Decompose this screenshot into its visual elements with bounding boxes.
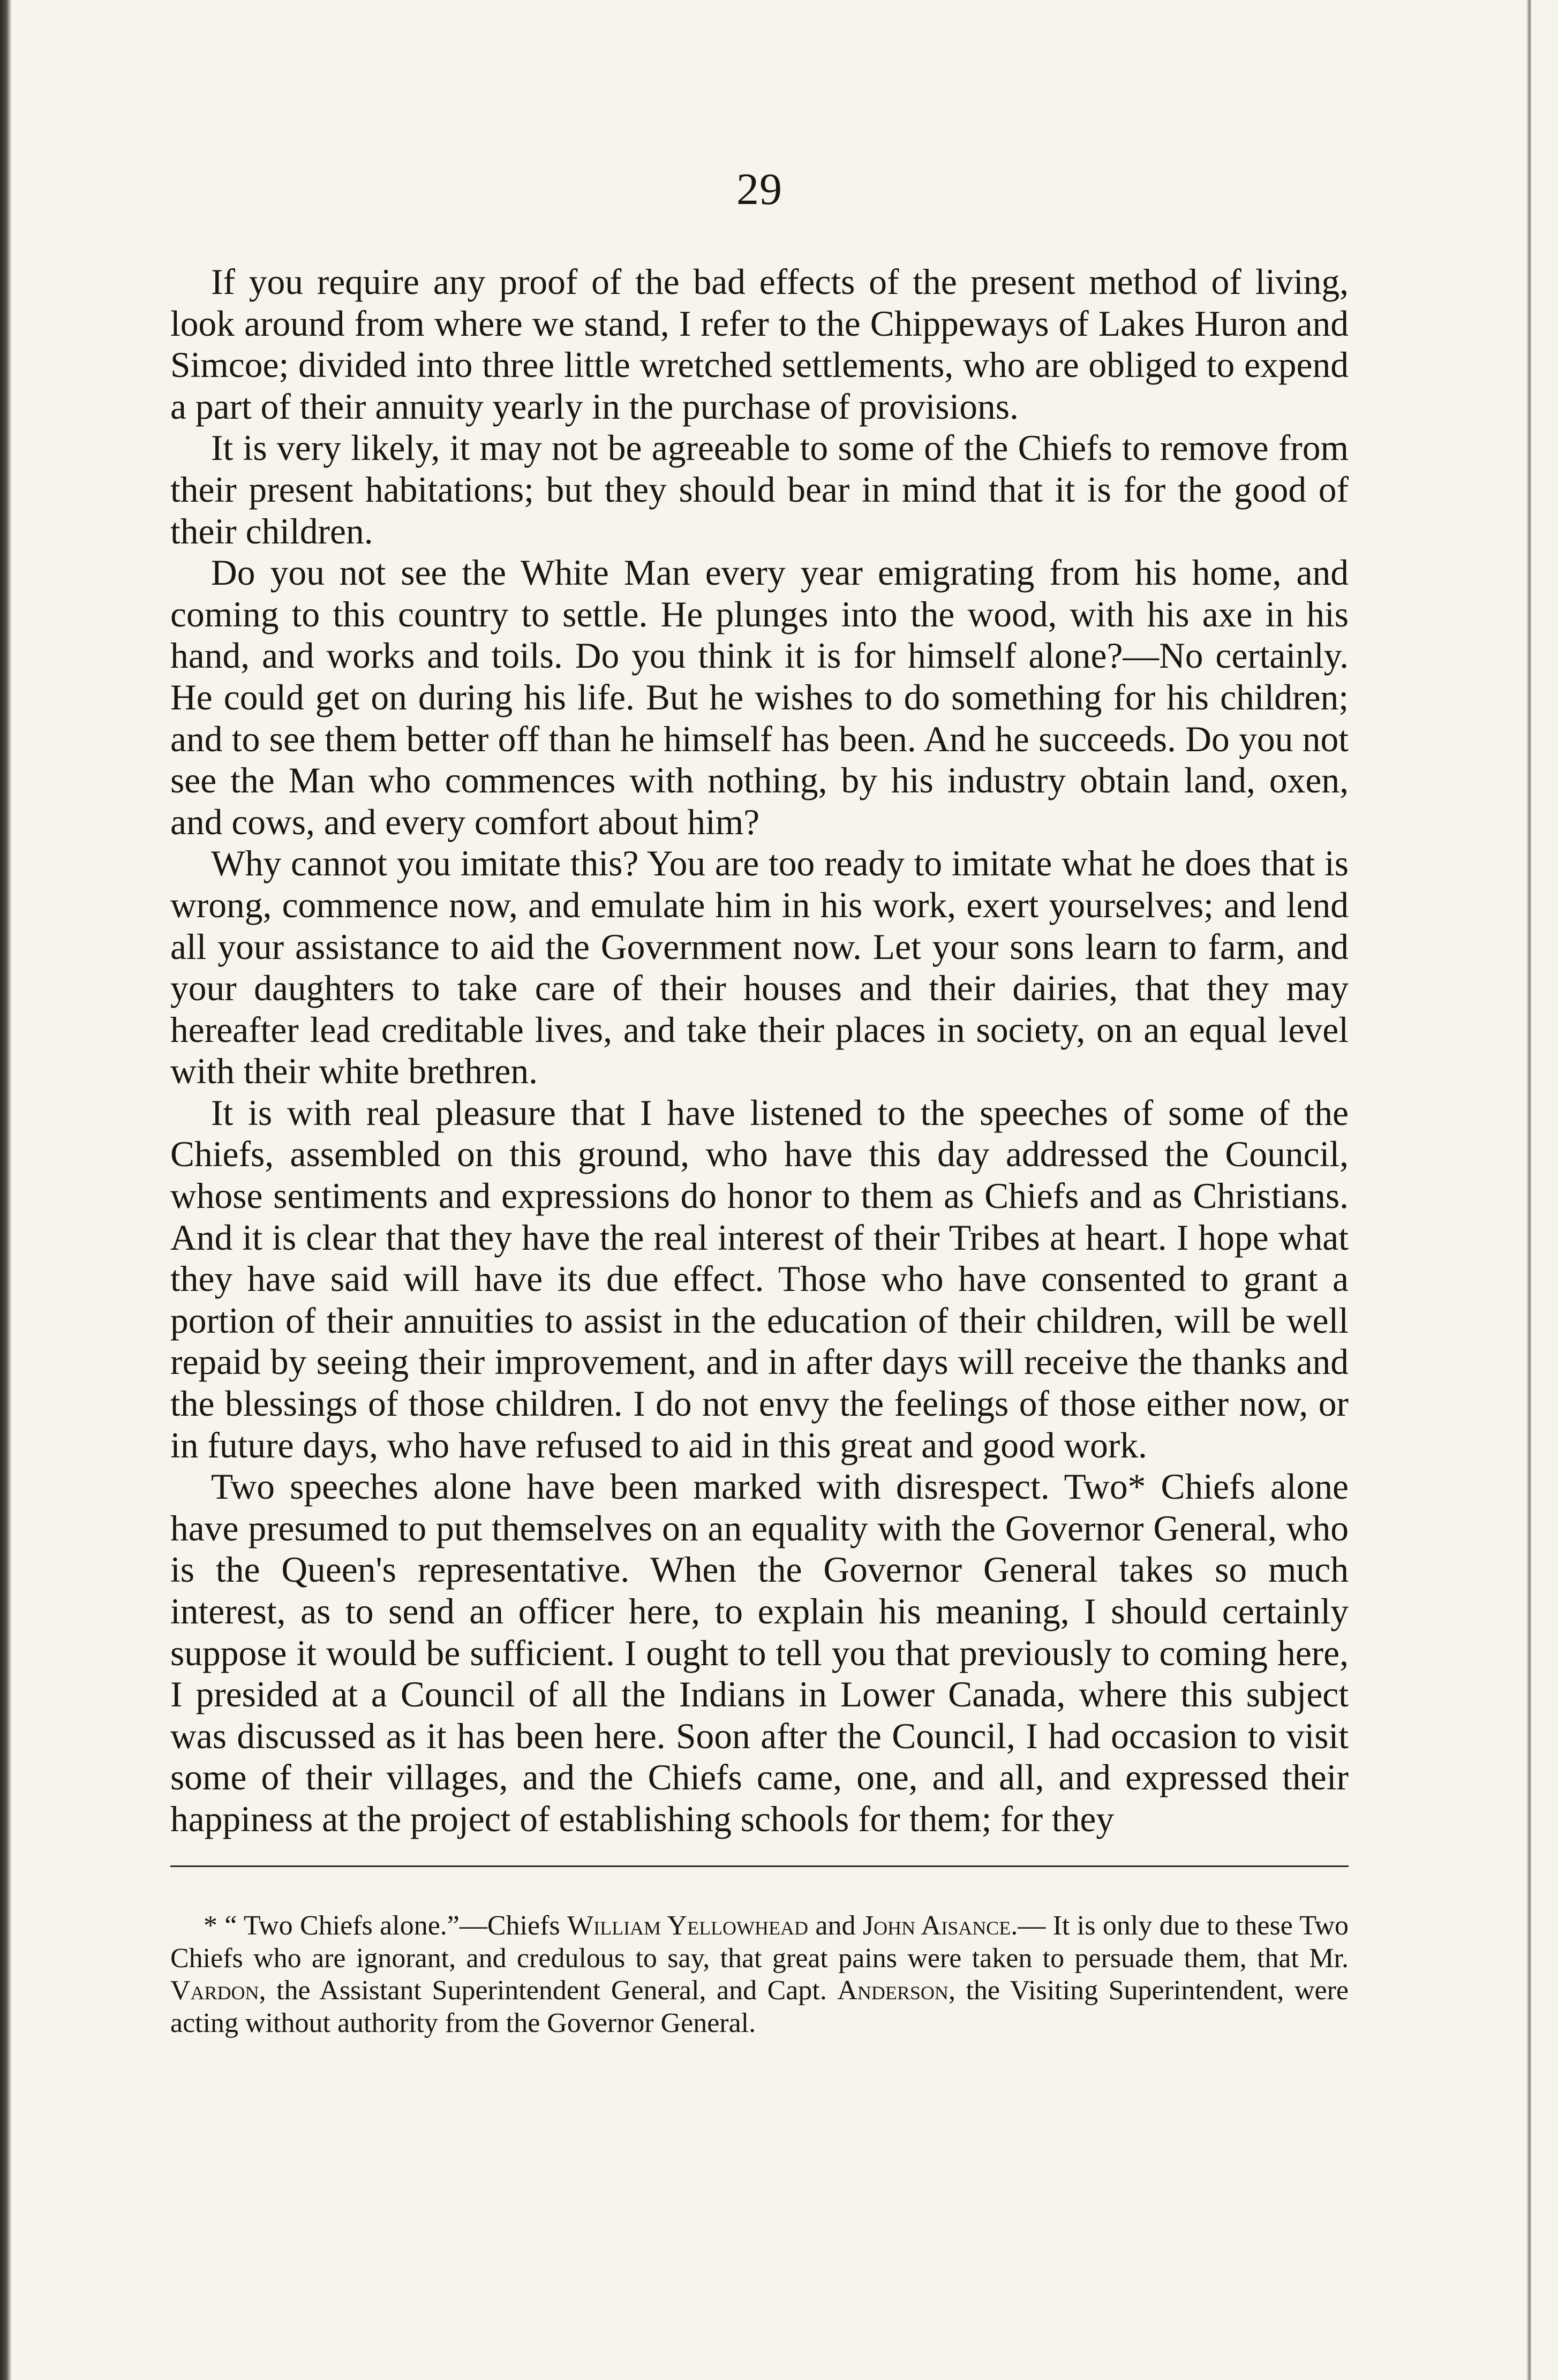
paragraph-6: Two speeches alone have been marked with disrespect. Two* Chiefs alone have presumed to put themselves on an equality with the Governor General, who is the Queen's representative. When the Governor General takes so much interest, as to send an officer here, to explain his meaning, I should certainly suppose it would be sufficient. I ought to tell you that previously to coming here, I presided at a Council of all the Indians in Lower Canada, where this subject was discussed as it has been here. Soon after the Council, I had occasion to visit some of their villages, and the Chiefs came, one, and all, and expressed their happiness at the project of establishing schools for them; for they	[170, 1467, 1349, 1839]
paragraph-2: It is very likely, it may not be agreeable to some of the Chiefs to remove from their present habitations; but they should bear in mind that it is for the good of their children.	[170, 428, 1349, 551]
footnote	[170, 1910, 1349, 2039]
document-page	[170, 0, 1349, 2380]
footnote-text-1: — It is only due to these Two Chiefs who are ignorant, and credulous to say, that great pains were taken to persuade them, that Mr.	[170, 1910, 1349, 1974]
footnote-text-2: , the Assistant Superintendent General, and Capt.	[259, 1975, 838, 2006]
paragraph-3: Do you not see the White Man every year emigrating from his home, and coming to this country to settle. He plunges into the wood, with his axe in his hand, and works and toils. Do you think it is for himself alone?—No certainly. He could get on during his life. But he wishes to do something for his children; and to see them better off than he himself has been. And he succeeds. Do you not see the Man who commences with nothing, by his industry obtain land, oxen, and cows, and every comfort about him?	[170, 553, 1349, 842]
paragraph-5: It is with real pleasure that I have listened to the speeches of some of the Chiefs, assembled on this ground, who have this day addressed the Council, whose sentiments and expressions do honor to them as Chiefs and as Christians. And it is clear that they have the real interest of their Tribes at heart. I hope what they have said will have its due effect. Those who have consented to grant a portion of their annuities to assist in the education of their children, will be well repaid by seeing their improvement, and in after days will receive the thanks and the blessings of those children. I do not envy the feelings of those either now, or in future days, who have refused to aid in this great and good work.	[170, 1092, 1349, 1465]
footnote-paragraph	[170, 1910, 1349, 2039]
page-number: 29	[736, 164, 782, 214]
footnote-name-anderson: Anderson	[837, 1975, 949, 2006]
footnote-marker: * “ Two Chiefs alone.”—Chiefs	[204, 1910, 568, 1941]
footnote-text-3: , the Visiting Superintendent, were acting without authority from the Governor General.	[170, 1975, 1349, 2038]
footnote-name-vardon: Vardon	[170, 1975, 259, 2006]
paragraph-4: Why cannot you imitate this? You are too ready to imitate what he does that is wrong, commence now, and emulate him in his work, exert yourselves; and lend all your assistance to aid the Government now. Let your sons learn to farm, and your daughters to take care of their houses and their dairies, that they may hereafter lead creditable lives, and take their places in society, on an equal level with their white brethren.	[170, 843, 1349, 1092]
footnote-name-yellowhead: William Yellowhead	[567, 1910, 809, 1941]
footnote-conjunction: and	[808, 1910, 863, 1941]
scan-edge-right	[1483, 0, 1558, 2380]
footnote-name-aisance: John Aisance.	[862, 1910, 1018, 1941]
body-text	[170, 261, 1349, 1840]
footnote-divider	[170, 1865, 1349, 1867]
paragraph-1: If you require any proof of the bad effects of the present method of living, look around from where we stand, I refer to the Chippeways of Lakes Huron and Simcoe; divided into three little wretched settlements, who are obliged to expend a part of their annuity yearly in the purchase of provisions.	[170, 262, 1349, 427]
scan-edge-left	[0, 0, 12, 2380]
